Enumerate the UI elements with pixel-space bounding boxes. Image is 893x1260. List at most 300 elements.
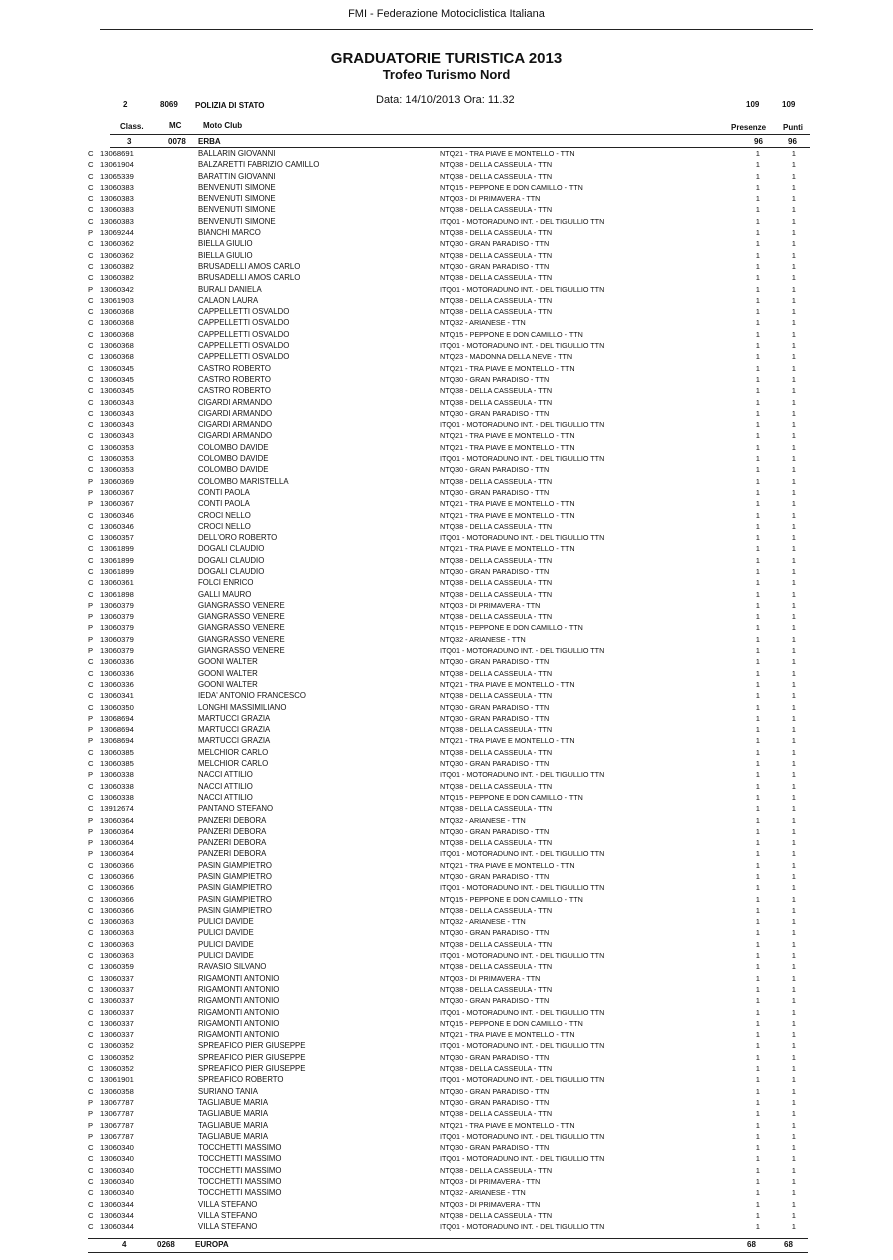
row-id: 13061899: [100, 555, 134, 565]
row-punti: 1: [791, 691, 796, 701]
row-id: 13060379: [100, 623, 134, 633]
table-row: [88, 634, 808, 645]
footer-separator-2: [88, 1252, 808, 1253]
row-id: 13060336: [100, 657, 134, 667]
row-event: NTQ30 - GRAN PARADISO - TTN: [440, 996, 550, 1006]
row-presenze: 1: [755, 826, 760, 836]
row-type: C: [88, 578, 94, 588]
header-org: FMI - Federazione Motociclistica Italiana: [348, 8, 545, 20]
row-name: VILLA STEFANO: [198, 1210, 258, 1220]
row-type: C: [88, 1222, 94, 1232]
row-event: ITQ01 - MOTORADUNO INT. - DEL TIGULLIO TTN: [440, 284, 605, 294]
row-id: 13061904: [100, 160, 134, 170]
row-punti: 1: [791, 1052, 796, 1062]
row-type: C: [88, 1030, 94, 1040]
row-id: 13060364: [100, 815, 134, 825]
row-type: C: [88, 442, 94, 452]
group-presenze: 109: [746, 100, 760, 109]
row-event: ITQ01 - MOTORADUNO INT. - DEL TIGULLIO TTN: [440, 951, 605, 961]
row-id: 13060383: [100, 216, 134, 226]
row-presenze: 1: [755, 1041, 760, 1051]
row-id: 13060352: [100, 1052, 134, 1062]
table-row: [88, 611, 808, 622]
row-id: 13060385: [100, 747, 134, 757]
row-id: 13060340: [100, 1165, 134, 1175]
row-punti: 1: [791, 273, 796, 283]
row-type: C: [88, 679, 94, 689]
row-presenze: 1: [755, 1030, 760, 1040]
table-row: [88, 781, 808, 792]
row-punti: 1: [791, 307, 796, 317]
row-event: ITQ01 - MOTORADUNO INT. - DEL TIGULLIO TTN: [440, 1154, 605, 1164]
row-presenze: 1: [755, 1109, 760, 1119]
row-punti: 1: [791, 679, 796, 689]
row-type: P: [88, 1109, 94, 1119]
table-row: [88, 430, 808, 441]
row-presenze: 1: [755, 883, 760, 893]
table-row: [88, 995, 808, 1006]
club-name: ERBA: [198, 137, 221, 146]
row-id: 13060343: [100, 431, 134, 441]
row-punti: 1: [791, 747, 796, 757]
table-row: [88, 713, 808, 724]
table-row: [88, 510, 808, 521]
row-type: C: [88, 239, 94, 249]
row-event: NTQ38 - DELLA CASSEULA - TTN: [440, 250, 553, 260]
row-presenze: 1: [755, 1165, 760, 1175]
row-punti: 1: [791, 917, 796, 927]
row-event: NTQ30 - GRAN PARADISO - TTN: [440, 566, 550, 576]
row-punti: 1: [791, 250, 796, 260]
row-id: 13060342: [100, 284, 134, 294]
row-event: NTQ21 - TRA PIAVE E MONTELLO - TTN: [440, 1120, 575, 1130]
table-row: [88, 351, 808, 362]
row-id: 13060366: [100, 905, 134, 915]
table-row: [88, 1210, 808, 1221]
row-event: NTQ38 - DELLA CASSEULA - TTN: [440, 1210, 553, 1220]
row-presenze: 1: [755, 284, 760, 294]
row-name: PULICI DAVIDE: [198, 939, 254, 949]
row-id: 13060336: [100, 668, 134, 678]
row-id: 13068694: [100, 725, 134, 735]
row-punti: 1: [791, 149, 796, 158]
row-id: 13060383: [100, 194, 134, 204]
row-presenze: 1: [755, 1120, 760, 1130]
row-type: C: [88, 160, 94, 170]
row-presenze: 1: [755, 578, 760, 588]
table-row: [88, 645, 808, 656]
row-type: C: [88, 341, 94, 351]
table-row: [88, 419, 808, 430]
row-type: C: [88, 386, 94, 396]
row-name: PULICI DAVIDE: [198, 928, 254, 938]
row-type: C: [88, 1143, 94, 1153]
row-type: P: [88, 284, 94, 294]
row-punti: 1: [791, 1222, 796, 1232]
row-type: C: [88, 1007, 94, 1017]
row-punti: 1: [791, 612, 796, 622]
row-punti: 1: [791, 160, 796, 170]
row-name: BALZARETTI FABRIZIO CAMILLO: [198, 160, 320, 170]
row-punti: 1: [791, 713, 796, 723]
row-id: 13067787: [100, 1131, 134, 1141]
row-punti: 1: [791, 849, 796, 859]
next-club-code: 0268: [157, 1240, 175, 1249]
row-punti: 1: [791, 487, 796, 497]
row-event: NTQ30 - GRAN PARADISO - TTN: [440, 657, 550, 667]
table-row: [88, 216, 808, 227]
row-id: 13060368: [100, 307, 134, 317]
row-id: 13068694: [100, 736, 134, 746]
row-event: NTQ21 - TRA PIAVE E MONTELLO - TTN: [440, 442, 575, 452]
row-event: ITQ01 - MOTORADUNO INT. - DEL TIGULLIO TTN: [440, 420, 605, 430]
row-event: NTQ15 - PEPPONE E DON CAMILLO - TTN: [440, 792, 583, 802]
row-presenze: 1: [755, 318, 760, 328]
row-type: C: [88, 702, 94, 712]
table-row: [88, 905, 808, 916]
row-event: NTQ38 - DELLA CASSEULA - TTN: [440, 171, 553, 181]
row-punti: 1: [791, 996, 796, 1006]
row-presenze: 1: [755, 408, 760, 418]
table-row: [88, 385, 808, 396]
table-row: [88, 690, 808, 701]
row-presenze: 1: [755, 352, 760, 362]
row-id: 13060353: [100, 454, 134, 464]
table-row: [88, 363, 808, 374]
row-event: NTQ38 - DELLA CASSEULA - TTN: [440, 747, 553, 757]
row-event: NTQ30 - GRAN PARADISO - TTN: [440, 872, 550, 881]
row-name: TOCCHETTI MASSIMO: [198, 1177, 282, 1187]
row-presenze: 1: [755, 872, 760, 881]
row-event: ITQ01 - MOTORADUNO INT. - DEL TIGULLIO TTN: [440, 1041, 605, 1051]
row-type: C: [88, 1199, 94, 1209]
table-row: [88, 272, 808, 283]
row-type: C: [88, 431, 94, 441]
row-name: DOGALI CLAUDIO: [198, 566, 265, 576]
row-event: NTQ15 - PEPPONE E DON CAMILLO - TTN: [440, 1018, 583, 1028]
row-punti: 1: [791, 476, 796, 486]
row-punti: 1: [791, 363, 796, 373]
row-name: CIGARDI ARMANDO: [198, 397, 273, 407]
row-name: GOONI WALTER: [198, 679, 258, 689]
row-name: PANTANO STEFANO: [198, 804, 274, 814]
row-presenze: 1: [755, 1143, 760, 1153]
row-id: 13060337: [100, 984, 134, 994]
row-presenze: 1: [755, 1210, 760, 1220]
row-presenze: 1: [755, 713, 760, 723]
row-presenze: 1: [755, 736, 760, 746]
row-id: 13060366: [100, 883, 134, 893]
row-name: RIGAMONTI ANTONIO: [198, 1030, 280, 1040]
table-row: [88, 1074, 808, 1085]
row-name: MARTUCCI GRAZIA: [198, 736, 271, 746]
row-name: GIANGRASSO VENERE: [198, 634, 285, 644]
table-row: [88, 1018, 808, 1029]
row-event: NTQ32 - ARIANESE - TTN: [440, 917, 526, 927]
row-event: NTQ32 - ARIANESE - TTN: [440, 815, 526, 825]
row-punti: 1: [791, 397, 796, 407]
table-row: [88, 871, 808, 882]
row-presenze: 1: [755, 510, 760, 520]
row-id: 13060368: [100, 329, 134, 339]
row-type: P: [88, 487, 94, 497]
row-type: C: [88, 951, 94, 961]
row-name: PASIN GIAMPIETRO: [198, 872, 272, 881]
table-row: [88, 543, 808, 554]
row-type: C: [88, 883, 94, 893]
row-name: RIGAMONTI ANTONIO: [198, 996, 280, 1006]
row-punti: 1: [791, 329, 796, 339]
col-class: Class.: [120, 122, 144, 131]
row-id: 13060345: [100, 363, 134, 373]
table-row: [88, 927, 808, 938]
row-presenze: 1: [755, 1131, 760, 1141]
row-type: C: [88, 973, 94, 983]
row-id: 13060345: [100, 386, 134, 396]
row-punti: 1: [791, 295, 796, 305]
row-punti: 1: [791, 442, 796, 452]
row-id: 13060340: [100, 1188, 134, 1198]
row-event: NTQ21 - TRA PIAVE E MONTELLO - TTN: [440, 736, 575, 746]
row-name: BIELLA GIULIO: [198, 250, 253, 260]
row-event: NTQ15 - PEPPONE E DON CAMILLO - TTN: [440, 182, 583, 192]
row-presenze: 1: [755, 951, 760, 961]
row-presenze: 1: [755, 1075, 760, 1085]
row-event: NTQ38 - DELLA CASSEULA - TTN: [440, 476, 553, 486]
table-row: [88, 1176, 808, 1187]
row-id: 13060350: [100, 702, 134, 712]
row-type: P: [88, 770, 94, 780]
row-id: 13060337: [100, 1007, 134, 1017]
row-name: PULICI DAVIDE: [198, 951, 254, 961]
row-event: ITQ01 - MOTORADUNO INT. - DEL TIGULLIO TTN: [440, 533, 605, 543]
row-name: BENVENUTI SIMONE: [198, 194, 276, 204]
table-row: [88, 1040, 808, 1051]
row-presenze: 1: [755, 476, 760, 486]
club-rank: 3: [127, 137, 132, 146]
row-id: 13060343: [100, 408, 134, 418]
row-type: C: [88, 182, 94, 192]
row-id: 13060338: [100, 792, 134, 802]
row-punti: 1: [791, 781, 796, 791]
row-name: COLOMBO MARISTELLA: [198, 476, 289, 486]
row-punti: 1: [791, 939, 796, 949]
row-name: SPREAFICO PIER GIUSEPPE: [198, 1041, 306, 1051]
table-row: [88, 1007, 808, 1018]
row-name: BURALI DANIELA: [198, 284, 262, 294]
row-event: NTQ23 - MADONNA DELLA NEVE - TTN: [440, 352, 573, 362]
table-row: [88, 792, 808, 803]
row-punti: 1: [791, 725, 796, 735]
row-event: NTQ21 - TRA PIAVE E MONTELLO - TTN: [440, 510, 575, 520]
table-row: [88, 238, 808, 249]
row-name: RIGAMONTI ANTONIO: [198, 1018, 280, 1028]
row-presenze: 1: [755, 1177, 760, 1187]
row-event: NTQ38 - DELLA CASSEULA - TTN: [440, 804, 553, 814]
row-name: BARATTIN GIOVANNI: [198, 171, 276, 181]
row-id: 13060359: [100, 962, 134, 972]
row-punti: 1: [791, 1154, 796, 1164]
row-event: ITQ01 - MOTORADUNO INT. - DEL TIGULLIO TTN: [440, 1222, 605, 1232]
row-event: NTQ30 - GRAN PARADISO - TTN: [440, 374, 550, 384]
row-name: BENVENUTI SIMONE: [198, 182, 276, 192]
row-id: 13067787: [100, 1097, 134, 1107]
row-presenze: 1: [755, 216, 760, 226]
row-event: NTQ38 - DELLA CASSEULA - TTN: [440, 386, 553, 396]
table-row: [88, 566, 808, 577]
row-id: 13060364: [100, 838, 134, 848]
row-presenze: 1: [755, 1199, 760, 1209]
row-type: P: [88, 612, 94, 622]
table-row: [88, 1063, 808, 1074]
row-type: P: [88, 849, 94, 859]
row-name: SPREAFICO ROBERTO: [198, 1075, 284, 1085]
row-punti: 1: [791, 578, 796, 588]
row-presenze: 1: [755, 397, 760, 407]
row-punti: 1: [791, 1109, 796, 1119]
row-presenze: 1: [755, 612, 760, 622]
row-name: MARTUCCI GRAZIA: [198, 725, 271, 735]
table-row: [88, 1187, 808, 1198]
row-punti: 1: [791, 352, 796, 362]
row-event: NTQ21 - TRA PIAVE E MONTELLO - TTN: [440, 499, 575, 509]
row-id: 13060368: [100, 341, 134, 351]
row-name: CAPPELLETTI OSVALDO: [198, 352, 290, 362]
table-row: [88, 837, 808, 848]
row-type: C: [88, 408, 94, 418]
row-id: 13060366: [100, 872, 134, 881]
row-name: TOCCHETTI MASSIMO: [198, 1143, 282, 1153]
row-event: NTQ30 - GRAN PARADISO - TTN: [440, 1086, 550, 1096]
row-type: C: [88, 1165, 94, 1175]
row-event: ITQ01 - MOTORADUNO INT. - DEL TIGULLIO TTN: [440, 1075, 605, 1085]
row-name: PASIN GIAMPIETRO: [198, 894, 272, 904]
table-row: [88, 656, 808, 667]
row-event: NTQ15 - PEPPONE E DON CAMILLO - TTN: [440, 329, 583, 339]
row-id: 13061899: [100, 544, 134, 554]
row-presenze: 1: [755, 205, 760, 215]
row-presenze: 1: [755, 905, 760, 915]
row-event: NTQ38 - DELLA CASSEULA - TTN: [440, 612, 553, 622]
row-punti: 1: [791, 770, 796, 780]
row-presenze: 1: [755, 420, 760, 430]
row-presenze: 1: [755, 160, 760, 170]
row-id: 13060362: [100, 250, 134, 260]
row-presenze: 1: [755, 996, 760, 1006]
row-type: C: [88, 894, 94, 904]
row-type: P: [88, 1097, 94, 1107]
row-id: 13060379: [100, 600, 134, 610]
table-row: [88, 848, 808, 859]
row-punti: 1: [791, 1131, 796, 1141]
row-type: P: [88, 646, 94, 656]
row-id: 13060344: [100, 1210, 134, 1220]
table-row: [88, 284, 808, 295]
row-punti: 1: [791, 634, 796, 644]
row-punti: 1: [791, 408, 796, 418]
row-name: GIANGRASSO VENERE: [198, 612, 285, 622]
row-id: 13060383: [100, 182, 134, 192]
row-event: NTQ38 - DELLA CASSEULA - TTN: [440, 984, 553, 994]
row-event: NTQ38 - DELLA CASSEULA - TTN: [440, 939, 553, 949]
row-presenze: 1: [755, 1097, 760, 1107]
row-id: 13068694: [100, 713, 134, 723]
row-type: C: [88, 962, 94, 972]
row-presenze: 1: [755, 973, 760, 983]
row-punti: 1: [791, 261, 796, 271]
row-punti: 1: [791, 736, 796, 746]
row-name: TAGLIABUE MARIA: [198, 1131, 269, 1141]
row-event: NTQ21 - TRA PIAVE E MONTELLO - TTN: [440, 1030, 575, 1040]
row-id: 13060363: [100, 928, 134, 938]
row-name: TAGLIABUE MARIA: [198, 1097, 269, 1107]
row-presenze: 1: [755, 1064, 760, 1074]
row-type: C: [88, 555, 94, 565]
row-presenze: 1: [755, 1222, 760, 1232]
row-event: NTQ30 - GRAN PARADISO - TTN: [440, 928, 550, 938]
row-presenze: 1: [755, 917, 760, 927]
table-row: [88, 193, 808, 204]
row-event: NTQ38 - DELLA CASSEULA - TTN: [440, 725, 553, 735]
row-presenze: 1: [755, 962, 760, 972]
table-row: [88, 1029, 808, 1040]
row-name: CAPPELLETTI OSVALDO: [198, 307, 290, 317]
table-row: [88, 1120, 808, 1131]
row-event: NTQ38 - DELLA CASSEULA - TTN: [440, 1165, 553, 1175]
row-name: BALLARIN GIOVANNI: [198, 149, 276, 158]
row-punti: 1: [791, 668, 796, 678]
row-punti: 1: [791, 374, 796, 384]
row-punti: 1: [791, 928, 796, 938]
row-presenze: 1: [755, 860, 760, 870]
table-row: [88, 464, 808, 475]
row-name: PASIN GIAMPIETRO: [198, 860, 272, 870]
row-punti: 1: [791, 815, 796, 825]
row-event: NTQ38 - DELLA CASSEULA - TTN: [440, 578, 553, 588]
row-type: C: [88, 781, 94, 791]
row-presenze: 1: [755, 657, 760, 667]
row-name: COLOMBO DAVIDE: [198, 465, 269, 475]
row-type: C: [88, 691, 94, 701]
row-id: 13912674: [100, 804, 134, 814]
table-row: [88, 950, 808, 961]
row-type: C: [88, 1086, 94, 1096]
row-presenze: 1: [755, 589, 760, 599]
group-punti: 109: [782, 100, 796, 109]
table-row: [88, 1131, 808, 1142]
row-event: NTQ30 - GRAN PARADISO - TTN: [440, 759, 550, 769]
table-row: [88, 826, 808, 837]
row-presenze: 1: [755, 939, 760, 949]
row-presenze: 1: [755, 623, 760, 633]
row-name: GIANGRASSO VENERE: [198, 646, 285, 656]
table-row: [88, 1086, 808, 1097]
row-event: NTQ21 - TRA PIAVE E MONTELLO - TTN: [440, 544, 575, 554]
row-id: 13060368: [100, 352, 134, 362]
row-punti: 1: [791, 883, 796, 893]
table-row: [88, 1199, 808, 1210]
row-presenze: 1: [755, 442, 760, 452]
row-punti: 1: [791, 826, 796, 836]
row-presenze: 1: [755, 792, 760, 802]
row-punti: 1: [791, 1210, 796, 1220]
row-punti: 1: [791, 1165, 796, 1175]
row-id: 13060363: [100, 939, 134, 949]
row-name: VILLA STEFANO: [198, 1222, 258, 1232]
row-name: CIGARDI ARMANDO: [198, 420, 273, 430]
row-presenze: 1: [755, 1007, 760, 1017]
row-name: TOCCHETTI MASSIMO: [198, 1154, 282, 1164]
